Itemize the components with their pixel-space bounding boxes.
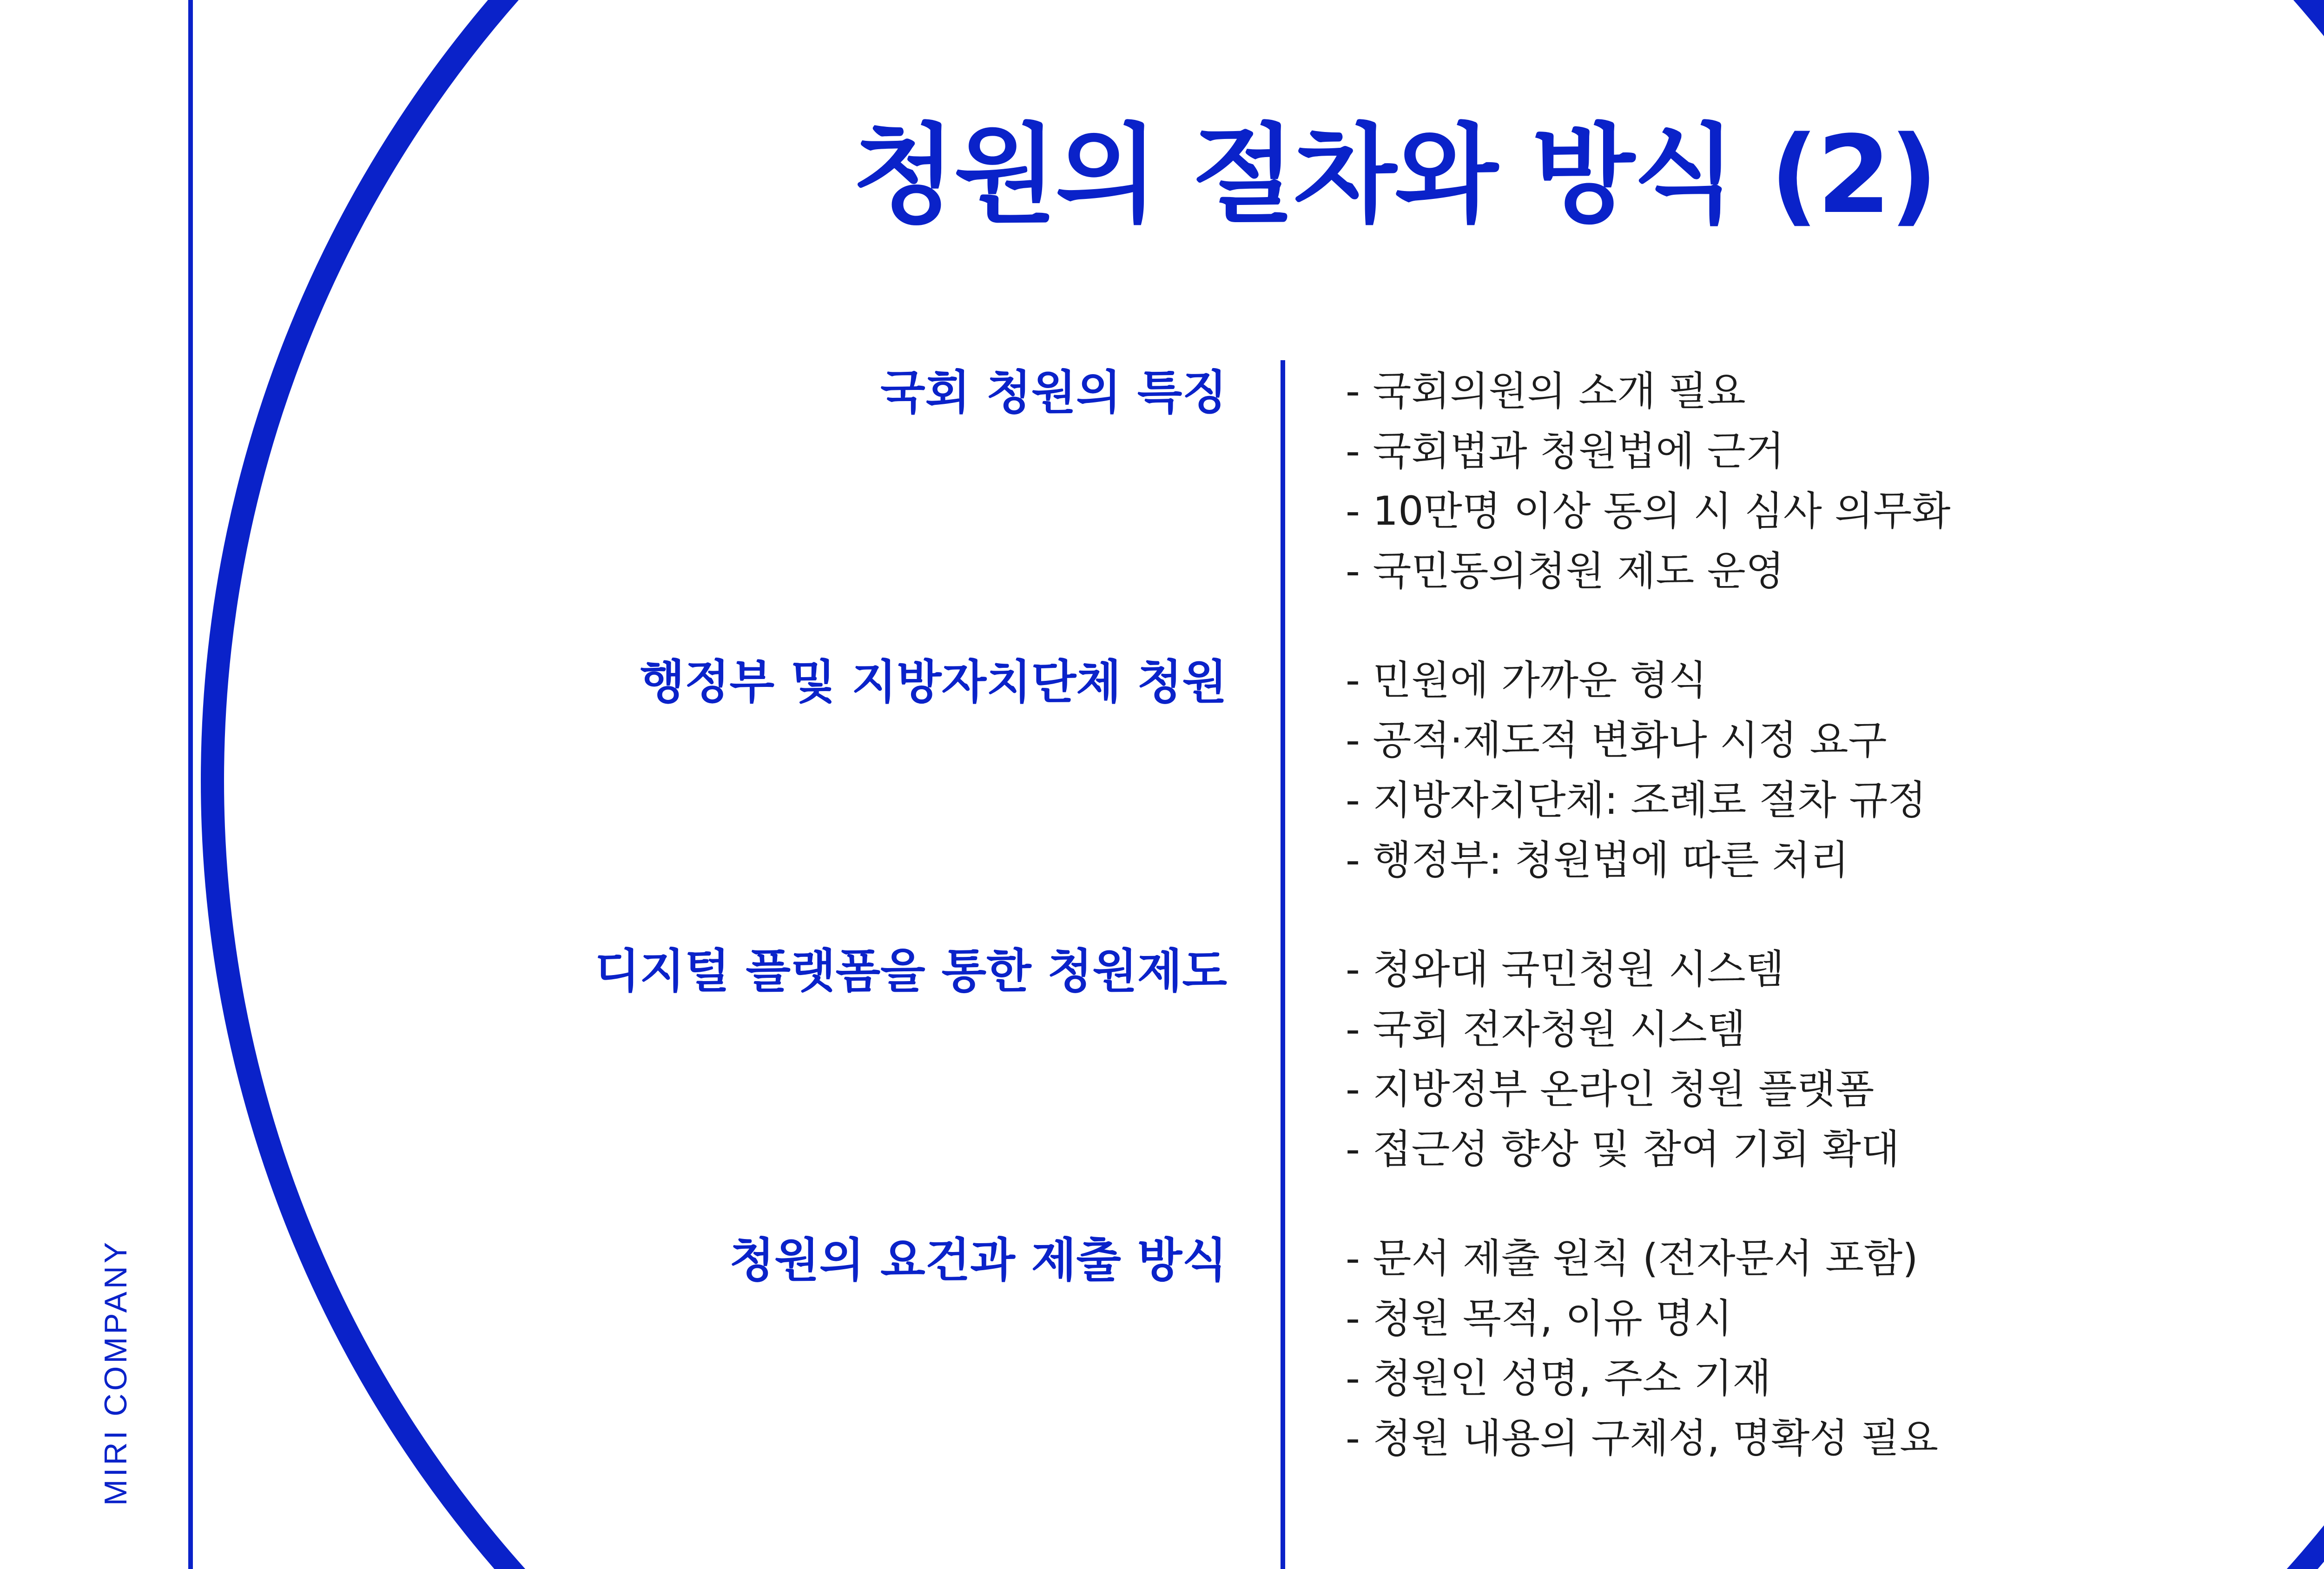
list-item: - 청원 내용의 구체성, 명확성 필요 xyxy=(1346,1415,1939,1462)
list-item: - 접근성 향상 및 참여 기회 확대 xyxy=(1346,1126,1900,1173)
list-item: - 청원 목적, 이유 명시 xyxy=(1346,1295,1733,1342)
section-list-requirements xyxy=(1346,1229,1938,1469)
section-list-administration xyxy=(1346,651,1926,890)
section-list-national-assembly xyxy=(1346,362,1950,601)
list-item: - 국회 전자청원 시스템 xyxy=(1346,1006,1746,1053)
list-item: - 국회법과 청원법에 근거 xyxy=(1346,428,1784,475)
section-heading-digital-platform: 디지털 플랫폼을 통한 청원제도 xyxy=(594,944,1227,998)
section-heading-requirements: 청원의 요건과 제출 방식 xyxy=(729,1233,1227,1287)
list-item: - 청와대 국민청원 시스템 xyxy=(1346,946,1784,993)
list-item: - 지방자치단체: 조례로 절차 규정 xyxy=(1346,777,1927,824)
list-item: - 10만명 이상 동의 시 심사 의무화 xyxy=(1346,488,1951,534)
list-item: - 민원에 가까운 형식 xyxy=(1346,657,1707,704)
list-item: - 행정부: 청원법에 따른 처리 xyxy=(1346,837,1849,883)
list-item: - 문서 제출 원칙 (전자문서 포함) xyxy=(1346,1235,1918,1282)
brand-label: MIRI COMPANY xyxy=(98,1239,133,1506)
list-item: - 청원인 성명, 주소 기재 xyxy=(1346,1355,1771,1402)
page-title: 청원의 절차와 방식 (2) xyxy=(852,113,1936,237)
list-item: - 공적·제도적 변화나 시정 요구 xyxy=(1346,717,1887,764)
list-item: - 국회의원의 소개 필요 xyxy=(1346,368,1746,415)
section-heading-national-assembly: 국회 청원의 특징 xyxy=(880,365,1227,420)
list-item: - 지방정부 온라인 청원 플랫폼 xyxy=(1346,1066,1875,1113)
section-list-digital-platform xyxy=(1346,940,1900,1180)
list-item: - 국민동의청원 제도 운영 xyxy=(1346,548,1784,594)
section-heading-administration: 행정부 및 지방자치단체 청원 xyxy=(640,655,1227,709)
